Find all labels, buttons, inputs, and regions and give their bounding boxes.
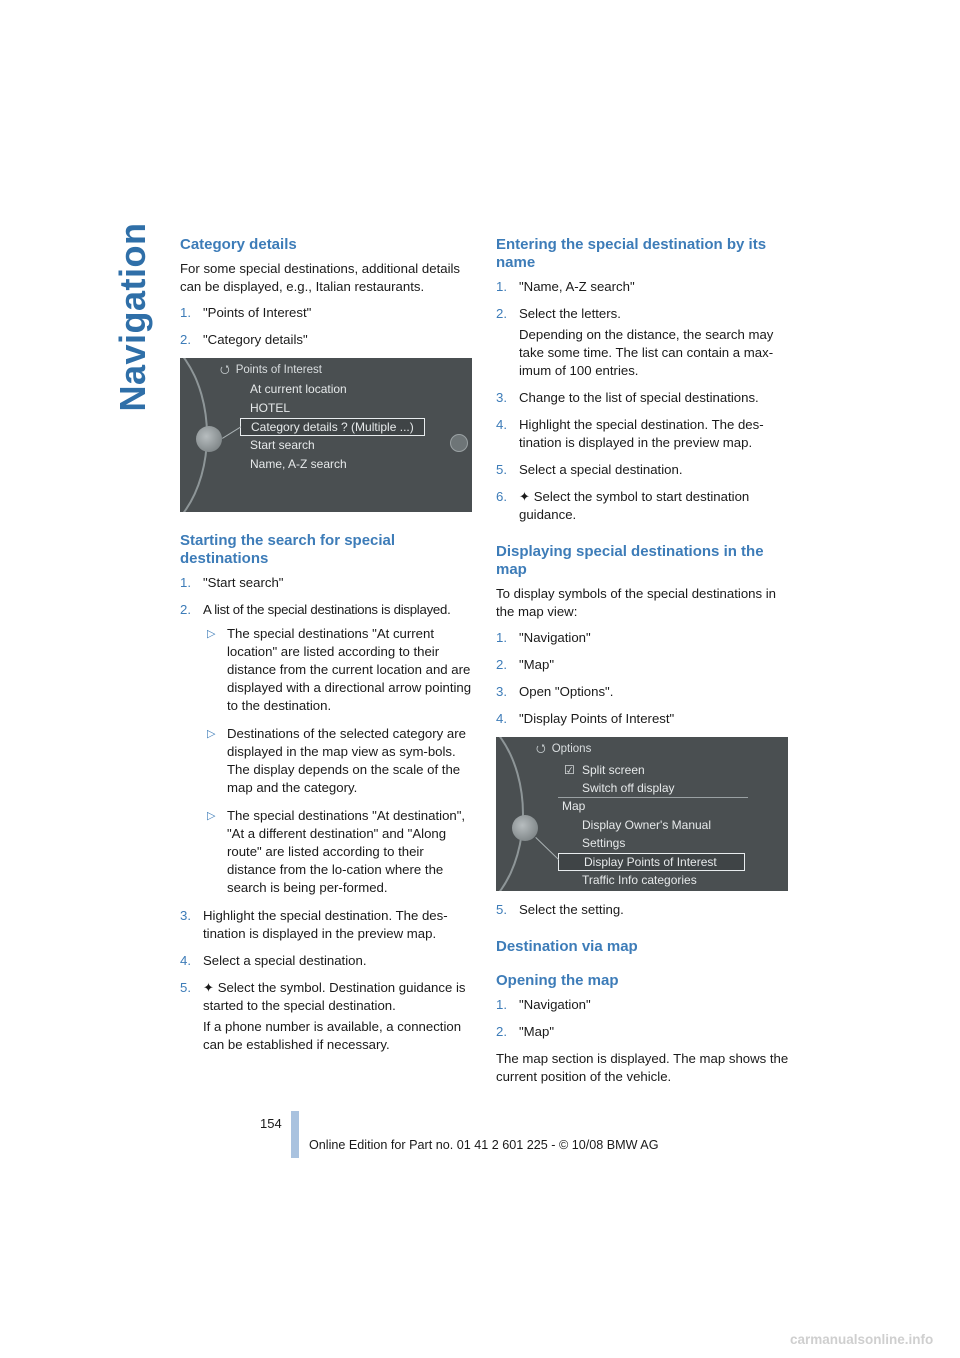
triangle-bullet-icon: ▷ xyxy=(207,628,216,640)
heading-starting-search: Starting the search for special destinations xyxy=(180,532,396,567)
section-tab-label: Navigation xyxy=(112,222,153,412)
list-item: 6. ✦ Select the symbol to start destination guidance. xyxy=(496,489,750,522)
category-details-steps xyxy=(180,304,476,349)
list-item: 1. "Name, A-Z search" xyxy=(496,279,635,294)
controller-arc xyxy=(496,737,524,891)
menu-item: Settings xyxy=(582,836,626,850)
menu-section-header: Map xyxy=(562,799,586,813)
back-icon: ⭯ xyxy=(220,364,230,376)
select-setting-step xyxy=(496,901,792,919)
bullet-item: ▷ Destinations of the selected category are displayed in the map view as sym-bols. The display depends on the scale of the map and the category. xyxy=(207,726,466,795)
poi-screenshot xyxy=(180,358,472,512)
bullet-item: ▷ The special destinations "At current location" are listed according to their distance from the current location and are displayed with a directional arrow pointing to the destination. xyxy=(207,626,472,713)
opening-map-outro: The map section is displayed. The map shows the current position of the vehicle. xyxy=(496,1051,789,1084)
divider xyxy=(558,797,748,798)
menu-item: Start search xyxy=(250,438,315,452)
screen-title: ⭯ Points of Interest xyxy=(220,364,322,376)
screen-title: ⭯ Options xyxy=(536,743,592,755)
list-item: 4. Highlight the special destination. The des-tination is displayed in the preview map. xyxy=(496,417,764,450)
starting-search-steps xyxy=(180,574,476,1054)
watermark: carmanualsonline.info xyxy=(790,1332,934,1347)
menu-item: At current location xyxy=(250,382,347,396)
left-column xyxy=(180,236,476,1063)
flag-icon: ✦ xyxy=(519,489,531,504)
list-item: 4. Select a special destination. xyxy=(180,953,367,968)
heading-destination-via-map: Destination via map xyxy=(496,938,638,955)
menu-item: Name, A-Z search xyxy=(250,457,347,471)
list-item: 1. "Navigation" xyxy=(496,997,591,1012)
list-item: 3. Change to the list of special destinations. xyxy=(496,390,759,405)
heading-category-details: Category details xyxy=(180,236,297,253)
category-details-intro: For some special destinations, additional details can be displayed, e.g., Italian restaurants. xyxy=(180,261,461,294)
menu-item: Traffic Info categories xyxy=(582,873,697,887)
menu-item: Display Owner's Manual xyxy=(582,818,712,832)
list-item: 2. "Map" xyxy=(496,657,555,672)
checkbox-icon: ☑ xyxy=(564,763,575,777)
controller-knob-icon xyxy=(196,426,222,452)
list-item: 1. "Navigation" xyxy=(496,630,591,645)
list-item: 2. "Category details" xyxy=(180,332,308,347)
displaying-on-map-steps xyxy=(496,629,792,728)
heading-entering-by-name: Entering the special destination by its name xyxy=(496,236,767,271)
menu-item-highlighted: Display Points of Interest xyxy=(558,853,745,871)
heading-opening-map: Opening the map xyxy=(496,972,619,989)
bullet-list xyxy=(203,625,476,897)
heading-displaying-on-map: Displaying special destinations in the map xyxy=(496,543,764,578)
list-item: 2. "Map" xyxy=(496,1024,555,1039)
triangle-bullet-icon: ▷ xyxy=(207,810,216,822)
section-tab xyxy=(109,222,157,412)
list-item: 1. "Start search" xyxy=(180,575,284,590)
list-item: 5. Select a special destination. xyxy=(496,462,683,477)
opening-map-steps xyxy=(496,996,792,1041)
menu-item-highlighted: Category details ? (Multiple ...) xyxy=(240,418,425,436)
list-item: 2. Select the letters. Depending on the distance, the search may take some time. The list can contain a max-imum of 100 entries. xyxy=(496,306,774,378)
scroll-knob-icon xyxy=(450,434,468,452)
right-column xyxy=(496,236,792,1094)
list-item: 3. Open "Options". xyxy=(496,684,614,699)
list-item: 4. "Display Points of Interest" xyxy=(496,711,675,726)
menu-item: ☑ Split screen xyxy=(564,763,645,777)
footer-bar xyxy=(291,1111,299,1158)
edition-footer: Online Edition for Part no. 01 41 2 601 225 - © 10/08 BMW AG xyxy=(309,1138,659,1152)
list-item: 2. A list of the special destinations is displayed. ▷ The special destinations "At current location" are listed according to their distance from the current location and are displayed with a directional arrow pointing to the destination. ▷ Destinations of the selected category are displayed in the map view as sym-bols. The display depends on the scale of the map and the category. ▷ The special destinations "At destination", "At a different destination" and "Along route" are listed according to their distance from the lo-cation where the search is being per-formed. xyxy=(180,601,476,897)
bullet-item: ▷ The special destinations "At destination", "At a different destination" and "Along route" are listed according to their distance from the lo-cation where the search is being per-formed. xyxy=(207,808,466,895)
flag-icon: ✦ xyxy=(203,980,215,995)
list-item: 3. Highlight the special destination. The des-tination is displayed in the preview map. xyxy=(180,908,448,941)
pointer-line xyxy=(222,426,241,439)
triangle-bullet-icon: ▷ xyxy=(207,728,216,740)
list-item: 1. "Points of Interest" xyxy=(180,305,312,320)
menu-item: HOTEL xyxy=(250,401,291,415)
back-icon: ⭯ xyxy=(536,743,546,755)
list-item: 5. ✦ Select the symbol. Destination guidance is started to the special destination. If a phone number is available, a connection can be established if necessary. xyxy=(180,980,466,1052)
list-item: 5. Select the setting. xyxy=(496,902,624,917)
entering-by-name-steps xyxy=(496,278,792,524)
options-screenshot xyxy=(496,737,788,891)
menu-item: Switch off display xyxy=(582,781,675,795)
page-number: 154 xyxy=(260,1116,282,1131)
pointer-line xyxy=(535,837,559,860)
displaying-on-map-intro: To display symbols of the special destinations in the map view: xyxy=(496,586,777,619)
